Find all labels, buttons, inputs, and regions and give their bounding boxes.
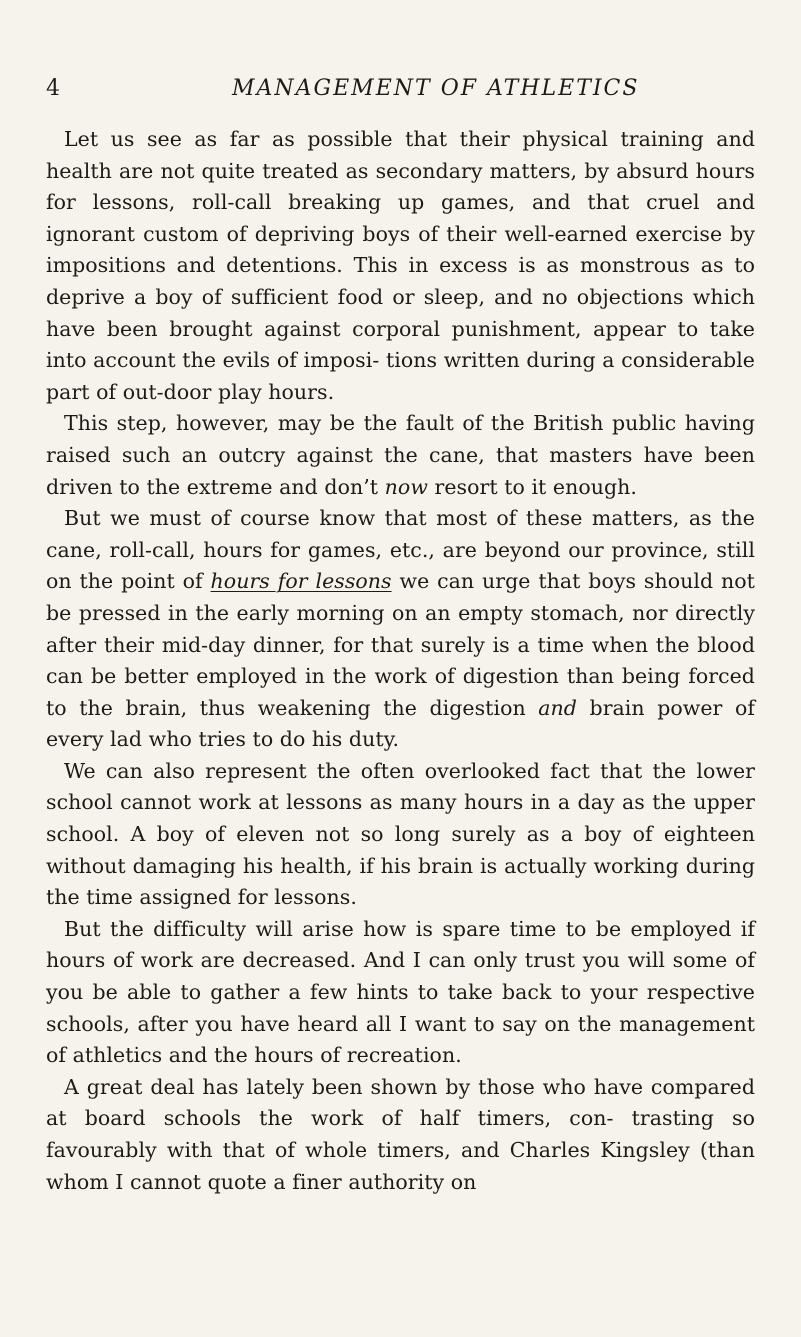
paragraph-3	[46, 503, 755, 756]
body-text	[46, 124, 755, 1198]
paragraph-2	[46, 408, 755, 503]
paragraph-1	[46, 124, 755, 408]
paragraph-2-text-b: resort to it enough.	[434, 474, 637, 499]
paragraph-5-text: But the difficulty will arise how is spare time to be employed if hours of work are decreased. And I can only trust you will some of you be able to gather a few hints to take back to your respective schools, after you have heard all I want to say on the management of athletics and the hours of recreation.	[46, 916, 755, 1068]
paragraph-6	[46, 1072, 755, 1198]
paragraph-3-emphasis: hours for lessons	[210, 569, 392, 594]
paragraph-3-text-b: we can urge that boys should not be pressed in the early morning on an empty stomach, nor directly after their mid-day dinner, for that surely is a time when the blood can be better employed in the work of digestion than being forced to the brain, thus weakening the digestion	[46, 569, 755, 720]
page-number: 4	[46, 76, 61, 101]
paragraph-2-emphasis: now	[384, 474, 428, 499]
page-header	[46, 72, 755, 106]
paragraph-1-text: Let us see as far as possible that their physical training and health are not quite treated as secondary matters, by absurd hours for lessons, roll-call breaking up games, and that cruel and ignorant custom of depriving boys of their well-earned exercise by impositions and detentions. This in excess is as monstrous as to deprive a boy of sufficient food or sleep, and no objections which have been brought against corporal punishment, appear to take into account the evils of imposi- tions written during a considerable part of out-door play hours.	[46, 127, 755, 404]
paragraph-3-text-a: But we must of course know that most of these matters, as the cane, roll-call, hours for games, etc., are beyond our province, still on the point of	[46, 506, 755, 594]
paragraph-4-text: We can also represent the often overlooked fact that the lower school cannot work at lessons as many hours in a day as the upper school. A boy of eleven not so long surely as a boy of eighteen without damaging his health, if his brain is actually working during the time assigned for lessons.	[46, 758, 755, 910]
paragraph-3-emphasis-2: and	[538, 695, 577, 720]
paragraph-2-text-a: This step, however, may be the fault of the British public having raised such an outcry against the cane, that masters have been driven to the extreme and don’t	[46, 411, 755, 499]
paragraph-6-text: A great deal has lately been shown by those who have compared at board schools the work of half timers, con- trasting so favourably with that of whole timers, and Charles Kingsley (than whom I cannot quote a finer authority on	[46, 1074, 755, 1194]
paragraph-3-text-c: brain power of every lad who tries to do his duty.	[46, 695, 755, 752]
paragraph-4	[46, 756, 755, 914]
running-title: MANAGEMENT OF ATHLETICS	[232, 76, 640, 101]
paragraph-5	[46, 914, 755, 1072]
